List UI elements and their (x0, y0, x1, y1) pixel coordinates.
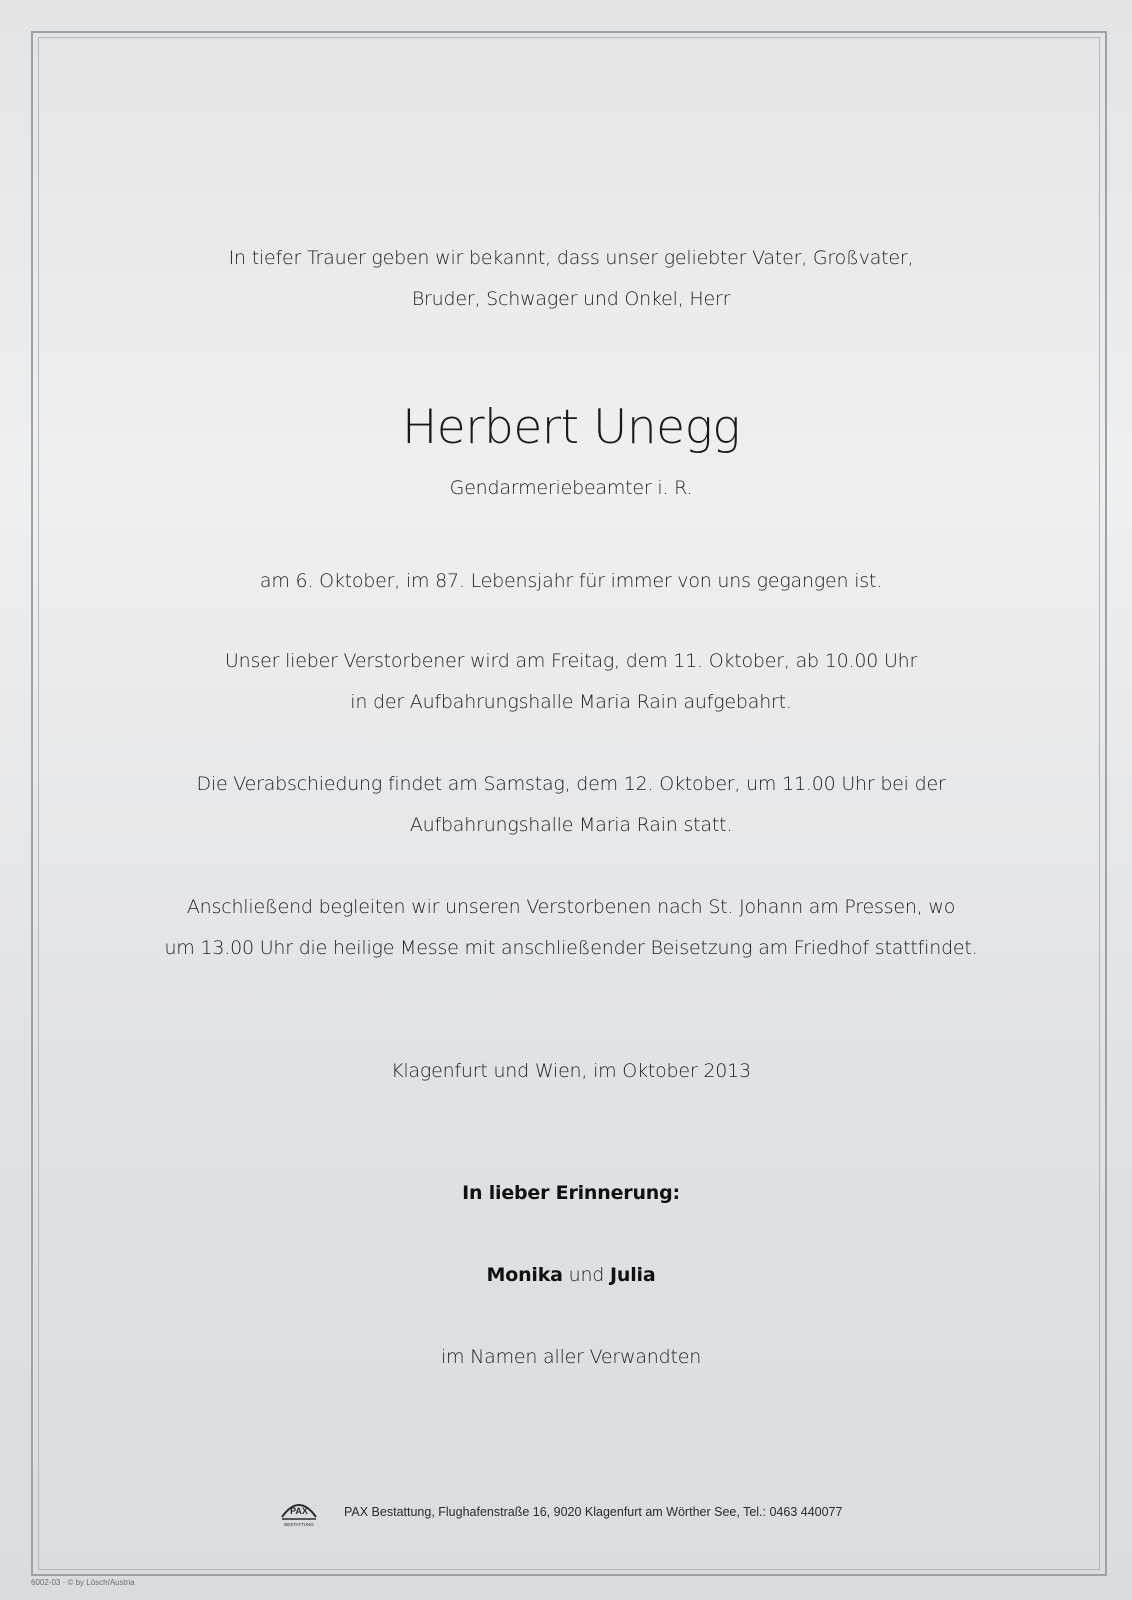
mourners (40, 1264, 1102, 1286)
viewing-line-2: in der Aufbahrungshalle Maria Rain aufgebahrt. (350, 691, 792, 713)
footer-address: PAX Bestattung, Flughafenstraße 16, 9020 Klagenfurt am Wörther See, Tel.: 0463 440077 (344, 1505, 843, 1519)
passing-line: am 6. Oktober, im 87. Lebensjahr für immer von uns gegangen ist. (259, 570, 883, 592)
place-date: Klagenfurt und Wien, im Oktober 2013 (391, 1060, 751, 1082)
burial-line-2: um 13.00 Uhr die heilige Messe mit anschließender Beisetzung am Friedhof stattfindet. (164, 937, 978, 959)
mourner-connector: und (568, 1264, 605, 1286)
intro-line-2: Bruder, Schwager und Onkel, Herr (411, 288, 731, 310)
relatives-line: im Namen aller Verwandten (440, 1346, 702, 1368)
farewell-line-1: Die Verabschiedung findet am Samstag, dem 12. Oktober, um 11.00 Uhr bei der (196, 773, 946, 795)
deceased-name: Herbert Unegg (401, 400, 741, 455)
print-imprint: 6002-03 · © by Lösch/Austria (31, 1578, 135, 1587)
mourner-name: Julia (610, 1264, 656, 1286)
pax-logo-icon (278, 1495, 320, 1529)
logo-top-text: PAX (290, 1506, 308, 1516)
intro-line-1: In tiefer Trauer geben wir bekannt, dass unser geliebter Vater, Großvater, (228, 247, 914, 269)
viewing-line-1: Unser lieber Verstorbener wird am Freitag, dem 11. Oktober, ab 10.00 Uhr (224, 650, 918, 672)
farewell-line-2: Aufbahrungshalle Maria Rain statt. (409, 814, 733, 836)
deceased-title: Gendarmeriebeamter i. R. (449, 477, 693, 499)
mourner-name: Monika (486, 1264, 563, 1286)
memory-heading: In lieber Erinnerung: (462, 1182, 680, 1204)
funeral-home-footer (278, 1494, 842, 1530)
logo-bottom-text: BESTATTUNG (284, 1522, 314, 1527)
burial-line-1: Anschließend begleiten wir unseren Verstorbenen nach St. Johann am Pressen, wo (186, 896, 956, 918)
